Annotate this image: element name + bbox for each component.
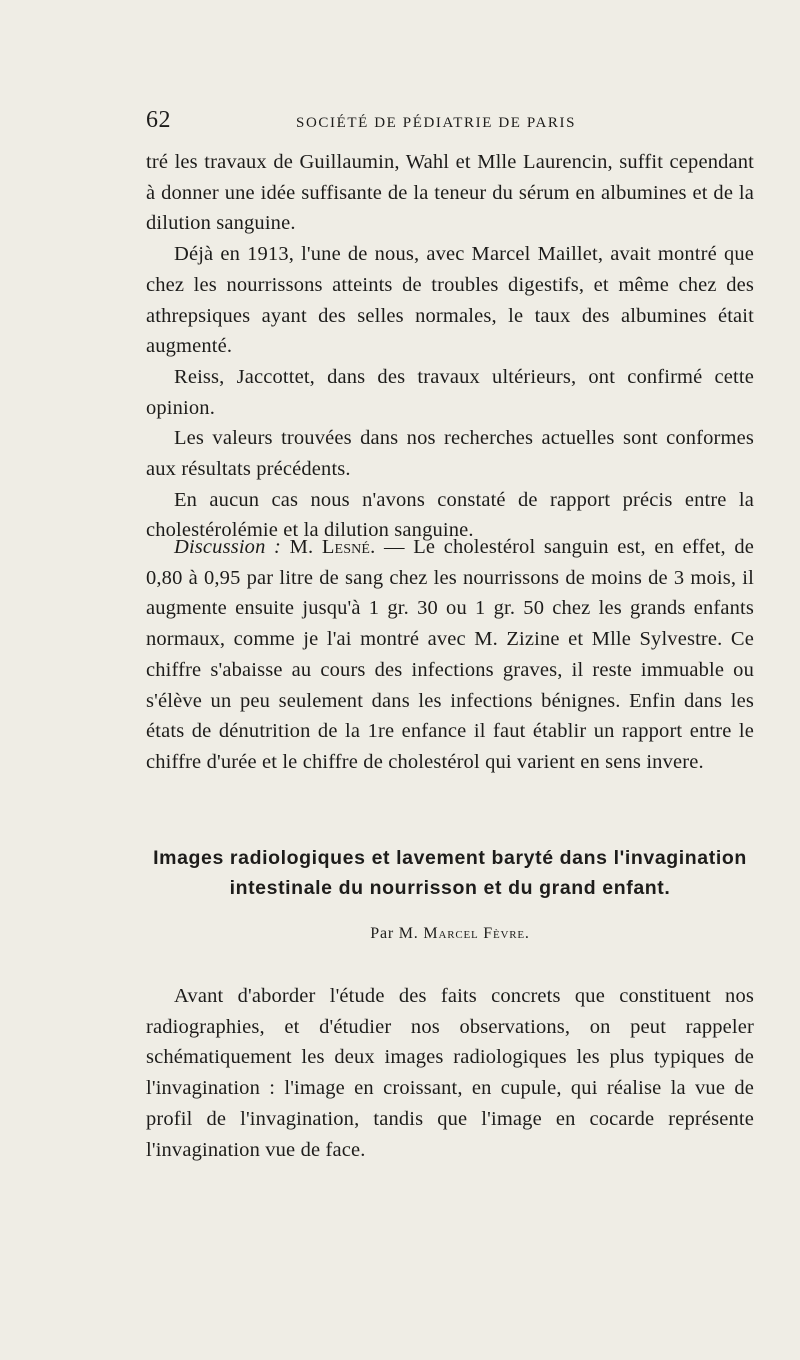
paragraph-conclusion: En aucun cas nous n'avons constaté de rapport précis entre la cholestérolémie et la dilution sanguine. [146, 488, 754, 542]
discussion-label: Discussion : [174, 536, 282, 558]
paragraph-continued: tré les travaux de Guillaumin, Wahl et Mlle Laurencin, suffit cependant à donner une idée suffisante de la teneur du sérum en albumines et de la dilution sanguine. [146, 151, 754, 235]
author-name: Marcel Fèvre. [423, 925, 530, 942]
page-number: 62 [146, 107, 171, 133]
article-title-line-1: Images radiologiques et lavement baryté dans l'invagination [153, 847, 747, 869]
paragraph-valeurs: Les valeurs trouvées dans nos recherches actuelles sont conformes aux résultats précédents. [146, 427, 754, 481]
speaker-prefix: M. [289, 536, 314, 558]
discussion-text: — Le cholestérol sanguin est, en effet, de 0,80 à 0,95 par litre de sang chez les nourrissons de moins de 3 mois, il augmente ensuite jusqu'à 1 gr. 30 ou 1 gr. 50 chez les grands enfants normaux, comme je l'ai montré avec M. Zizine et Mlle Sylvestre. Ce chiffre s'abaisse au cours des infections graves, il reste immuable ou s'élève un peu seulement dans les infections bénignes. Enfin dans les états de dénutrition de la 1re enfance il faut établir un rapport entre le chiffre d'urée et le chiffre de cholestérol qui varient en sens invere. [146, 536, 754, 773]
running-head: SOCIÉTÉ DE PÉDIATRIE DE PARIS [296, 115, 577, 131]
paragraph-maillet: Déjà en 1913, l'une de nous, avec Marcel Maillet, avait montré que chez les nourrissons atteints de troubles digestifs, et même chez des athrepsiques ayant des selles normales, le taux des albumines était augmenté. [146, 243, 754, 358]
paragraph-reiss: Reiss, Jaccottet, dans des travaux ultérieurs, ont confirmé cette opinion. [146, 365, 754, 419]
article-byline [146, 925, 754, 943]
author-prefix: Par M. [370, 925, 419, 942]
article-title-line-2: intestinale du nourrisson et du grand enfant. [229, 877, 671, 899]
discussion-block [146, 532, 754, 778]
article-paragraph: Avant d'aborder l'étude des faits concrets que constituent nos radiographies, et d'étudier nos observations, on peut rappeler schématiquement les deux images radiologiques les plus typiques de l'invagination : l'image en croissant, en cupule, qui réalise la vue de profil de l'invagination, tandis que l'image en cocarde représente l'invagination vue de face. [146, 985, 754, 1161]
article-title [140, 843, 760, 903]
continued-text-block [146, 147, 754, 546]
article-body [146, 981, 754, 1165]
discussion-paragraph [146, 532, 754, 778]
speaker-name: Lesné. [321, 536, 376, 558]
page-header [146, 107, 756, 137]
